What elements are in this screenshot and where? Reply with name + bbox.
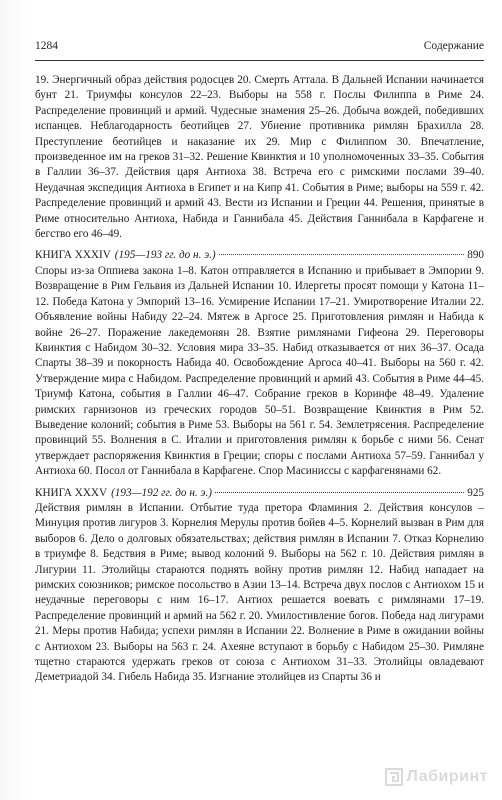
book-34-summary: Споры из-за Оппиева закона 1–8. Катон отправляется в Испанию и прибывает в Эмпории 9. Возвращение в Рим Гельвия из Дальней Испании 10. Илергеты просят помощи у Катона 11–12. Победа Катона у Эмпорий 13–16. Усмирение Испании 17–21. Умиротворение Италии 22. Объявление войны Набиду 22–24. Мятеж в Аргосе 25. Приготовления римлян и Набида к войне 26–27. Поражение лакедемонян 28. Взятие римлянами Гифеона 29. Переговоры Квинктия с Набидом 30–32. Условия мира 33–35. Набид отказывается от них 36–37. Осада Спарты 38–39 и покорность Набида 40. Освобождение Аргоса 40–41. Выборы на 560 г. 42. Утверждение мира с Набидом. Распределение провинций и армий 43. События в Риме 44–45. Триумф Катона, события в Галлии 46–47. Собрание греков в Коринфе 48–49. Удаление римских гарнизонов из греческих городов 50–51. Возвращение Квинктия в Рим 52. Выведение колоний; события в Риме 53. Выборы на 561 г. 54. Землетрясения. Распределение провинций 55. Волнения в С. Италии и приготовления римлян к борьбе с ними 56. Сенат утверждает распоряжения Квинктия в Греции; споры с послами Антиоха 57–59. Ганнибал у Антиоха 60. Посол от Ганнибала в Карфагене. Спор Масиниссы с карфагенянами 62. [35,264,484,478]
dot-leader [215,492,464,493]
book-35-dates: (193—192 гг. до н. э.) [111,486,212,499]
book-35-title: КНИГА XXXV [35,486,108,499]
section-title: Содержание [423,40,484,52]
book-34-heading [35,248,484,263]
book-34-title: КНИГА XXXIV [35,249,111,262]
book-35-summary: Действия римлян в Испании. Отбытие туда претора Фламиния 2. Действия консулов – Минуция против лигуров 3. Корнелия Мерулы против бойев 4–5. Корнелий вызван в Рим для выборов 6. Дело о долговых обязательствах; действия римлян в Испании 7. Отказ Корнелию в триумфе 8. Бедствия в Риме; вывод колоний 9. Выборы на 562 г. 10. Действия римлян в Лигурии 11. Этолийцы стараются поднять войну против римлян 12. Набид нападает на римских союзников; римское посольство в Азии 13–14. Встреча двух послов с Антиохом 15 и неудачные переговоры с ним 16–17. Антиох решается воевать с римлянами 17–19. Распределение провинций и армий на 562 г. 20. Умилостивление богов. Победа над лигурами 21. Меры против Набида; успехи римлян в Испании 22. Волнение в Риме в ожидании войны с Антиохом 23. Выборы на 563 г. 24. Ахеяне вступают в борьбу с Набидом 25–30. Римляне тщетно стараются удержать греков от союза с Антиохом 31–33. Этолийцы овладевают Деметриадой 34. Гибель Набида 35. Изгнание этолийцев из Спарты 36 и [35,501,484,684]
contents-body [35,73,484,686]
book-35-page: 925 [467,486,484,499]
labyrinth-logo-icon [385,768,403,786]
book-33-summary: 19. Энергичный образ действия родосцев 20. Смерть Аттала. В Дальней Испании начинается бунт 21. Триумфы консулов 22–23. Выборы на 558 г. Послы Филиппа в Риме 24. Распределение провинций и армий. Чудесные знамения 25–26. Добыча вождей, победивших испанцев. Неблагодарность беотийцев 27. Убиение противника римлян Брахилла 28. Преступление беотийцев и наказание их 29. Мир с Филиппом 30. Впечатление, произведенное им на греков 31–32. Решение Квинктия и 10 уполномоченных 33–35. События в Галлии 36–37. Действия царя Антиоха 38. Встреча его с римскими послами 39–40. Неудачная экспедиция Антиоха в Египет и на Кипр 41. События в Риме; выборы на 559 г. 42. Распределение провинций и армий 43. Вести из Испании и Греции 44. Решения, принятые в Риме относительно Антиоха, Набида и Ганнибала 45. Действия Ганнибала в Карфагене и бегство его 46–49. [35,74,484,241]
dot-leader [219,254,465,255]
header-rule [35,60,484,61]
book-35-heading [35,486,484,501]
page-number: 1284 [35,40,58,52]
running-header [35,40,484,58]
book-34-page: 890 [467,249,484,262]
watermark-text: Лабиринт [406,768,488,785]
book-34-dates: (195—193 гг. до н. э.) [114,249,216,262]
watermark [385,768,488,786]
